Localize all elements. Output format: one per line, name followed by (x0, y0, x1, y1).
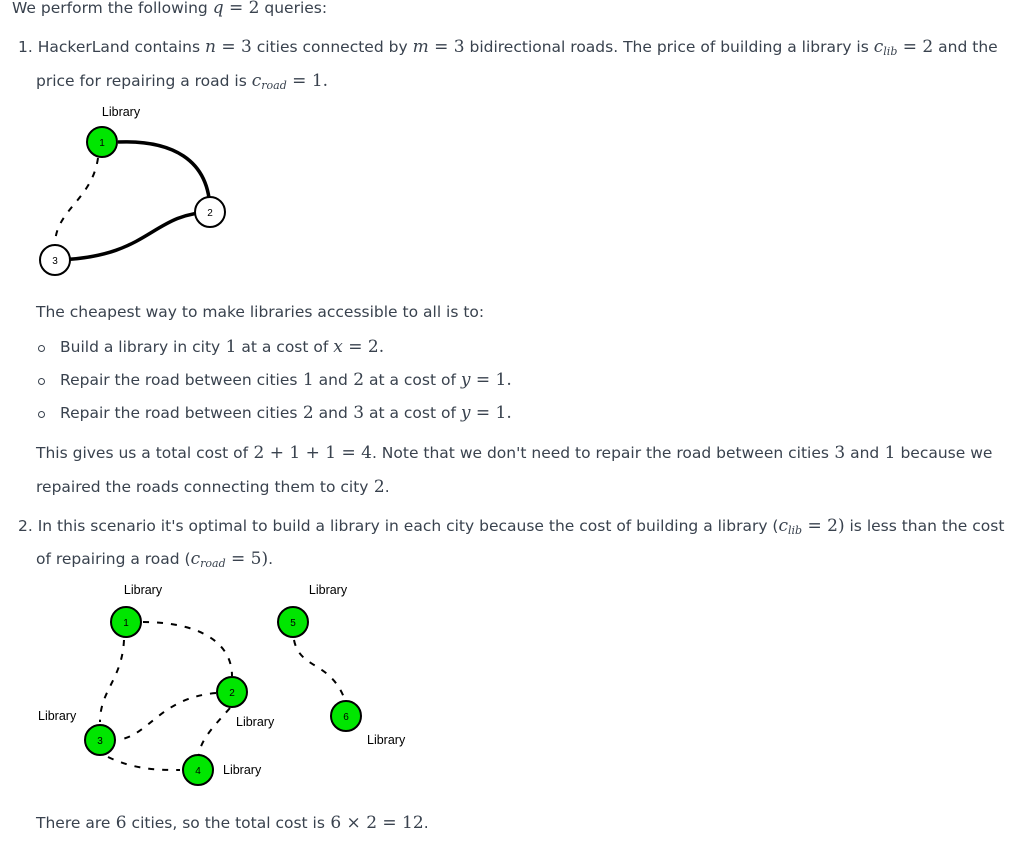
math-value: 1 (297, 370, 314, 390)
node-city5 (278, 607, 308, 637)
q1-bullet-1 (60, 337, 384, 357)
node-label: 6 (343, 712, 349, 723)
bullet-text-a: Repair the road between cities (60, 404, 298, 422)
node-label: 1 (99, 138, 105, 149)
bullet-marker (38, 411, 45, 418)
total-text-b: cities, so the total cost is (126, 814, 325, 832)
q2-text-b: is less than the cost (844, 517, 1005, 535)
node-city6 (331, 701, 361, 731)
q1-total-line2 (36, 477, 390, 497)
total-text-c: and (845, 444, 880, 462)
node-city2 (195, 197, 225, 227)
total-line2-end: . (384, 478, 390, 496)
node-label: 3 (52, 256, 58, 267)
bullet-text-b: and (313, 404, 348, 422)
math-m-value: = 3 (428, 37, 465, 57)
node-city1 (111, 607, 141, 637)
total-text-d: because we (895, 444, 993, 462)
edge-1-2 (118, 142, 210, 212)
graph-2 (38, 583, 406, 785)
bullet-text-c: at a cost of (364, 404, 456, 422)
q1-text-b: cities connected by (251, 38, 408, 56)
bullet-text-a: Repair the road between cities (60, 371, 298, 389)
node-label: 5 (290, 618, 296, 629)
q2-line2 (36, 549, 273, 569)
total-text-a: There are (36, 814, 111, 832)
node-label: 1 (123, 618, 129, 629)
library-label-city1: Library (101, 105, 141, 119)
edge-1-2 (143, 622, 232, 676)
library-label-city1: Library (123, 583, 163, 597)
q1-line2-text: price for repairing a road is (36, 72, 247, 90)
q1-text-a: HackerLand contains (37, 38, 201, 56)
q1-text-d: and the (933, 38, 998, 56)
math-value: 6 (110, 813, 127, 833)
bullet-text-a: Build a library in city (60, 338, 221, 356)
total-text-b: . Note that we don't need to repair the road between cities (371, 444, 829, 462)
edge-1-3 (100, 640, 124, 722)
math-value: = 2. (342, 337, 385, 357)
math-value: 3 (347, 403, 365, 423)
q2-total (36, 813, 429, 833)
q2-text-a: In this scenario it's optimal to build a library in each city because the cost of building a library ( (37, 517, 779, 535)
math-var: x (333, 337, 343, 357)
q2-line2-text: of repairing a road ( (36, 550, 191, 568)
node-city1 (87, 127, 117, 157)
math-m: m (412, 37, 429, 57)
math-n: n (205, 37, 216, 57)
math-value: 1 (220, 337, 237, 357)
math-total: 2 + 1 + 1 = 4 (248, 443, 372, 463)
node-label: 3 (97, 736, 103, 747)
node-city3 (85, 725, 115, 755)
edge-5-6 (294, 640, 345, 700)
math-c-road: c (251, 71, 262, 91)
math-c-lib-value: = 2) (802, 516, 845, 536)
bullet-text-b: at a cost of (236, 338, 329, 356)
math-c-lib-value: = 2 (897, 37, 934, 57)
intro-text: We perform the following (12, 0, 208, 17)
q1-text-c: bidirectional roads. The price of building a library is (464, 38, 869, 56)
edge-2-3 (118, 693, 216, 740)
bullet-marker (38, 345, 45, 352)
math-c-lib: c (778, 516, 788, 536)
bullet-text-c: at a cost of (364, 371, 456, 389)
total-text-a: This gives us a total cost of (36, 444, 249, 462)
math-value: 2 (368, 477, 385, 497)
edge-2-3 (55, 212, 210, 260)
q1-bullet-2 (60, 370, 512, 390)
math-q-value: = 2 (223, 0, 260, 18)
bullet-text-b: and (313, 371, 348, 389)
total-text-c: . (423, 814, 429, 832)
library-label-city3: Library (38, 709, 77, 723)
total-line2-text: repaired the roads connecting them to city (36, 478, 369, 496)
math-c-lib: c (873, 37, 884, 57)
math-value: 1 (879, 443, 896, 463)
bullet-marker (38, 378, 45, 385)
q2-line1 (18, 516, 1004, 536)
node-label: 4 (195, 766, 201, 777)
math-c-road-value: = 5) (225, 549, 269, 569)
edge-3-4 (108, 757, 180, 770)
intro-suffix: queries: (259, 0, 328, 17)
node-label: 2 (229, 688, 235, 699)
q1-bullet-3 (60, 403, 512, 423)
library-label-city4: Library (223, 763, 262, 777)
node-city3 (40, 245, 70, 275)
math-value: = 1. (470, 403, 512, 423)
math-c-road-sub: road (261, 79, 287, 92)
math-q: q (212, 0, 224, 18)
node-label: 2 (207, 208, 213, 219)
math-value: 2 (297, 403, 314, 423)
library-label-city5: Library (308, 583, 348, 597)
math-n-value: = 3 (215, 37, 252, 57)
math-c-road: c (190, 549, 201, 569)
q1-total-line1 (36, 443, 992, 463)
q2-line2-end: . (268, 550, 274, 568)
math-c-lib-sub: lib (788, 524, 803, 537)
math-value: 3 (828, 443, 846, 463)
math-var: y (460, 403, 471, 423)
node-city2 (217, 677, 247, 707)
list-number: 1. (18, 38, 33, 56)
library-label-city2: Library (236, 715, 275, 729)
edge-2-4 (199, 708, 230, 755)
q1-cheapest-intro: The cheapest way to make libraries accessible to all is to: (36, 303, 485, 321)
math-c-road-value: = 1. (286, 71, 329, 91)
math-value: = 1. (470, 370, 512, 390)
list-number: 2. (18, 517, 33, 535)
edge-1-3 (55, 158, 98, 245)
math-value: 2 (347, 370, 365, 390)
math-var: y (460, 370, 471, 390)
math-c-road-sub: road (200, 557, 226, 570)
math-total: 6 × 2 = 12 (324, 813, 424, 833)
node-city4 (183, 755, 213, 785)
library-label-city6: Library (367, 733, 406, 747)
math-c-lib-sub: lib (883, 45, 898, 58)
